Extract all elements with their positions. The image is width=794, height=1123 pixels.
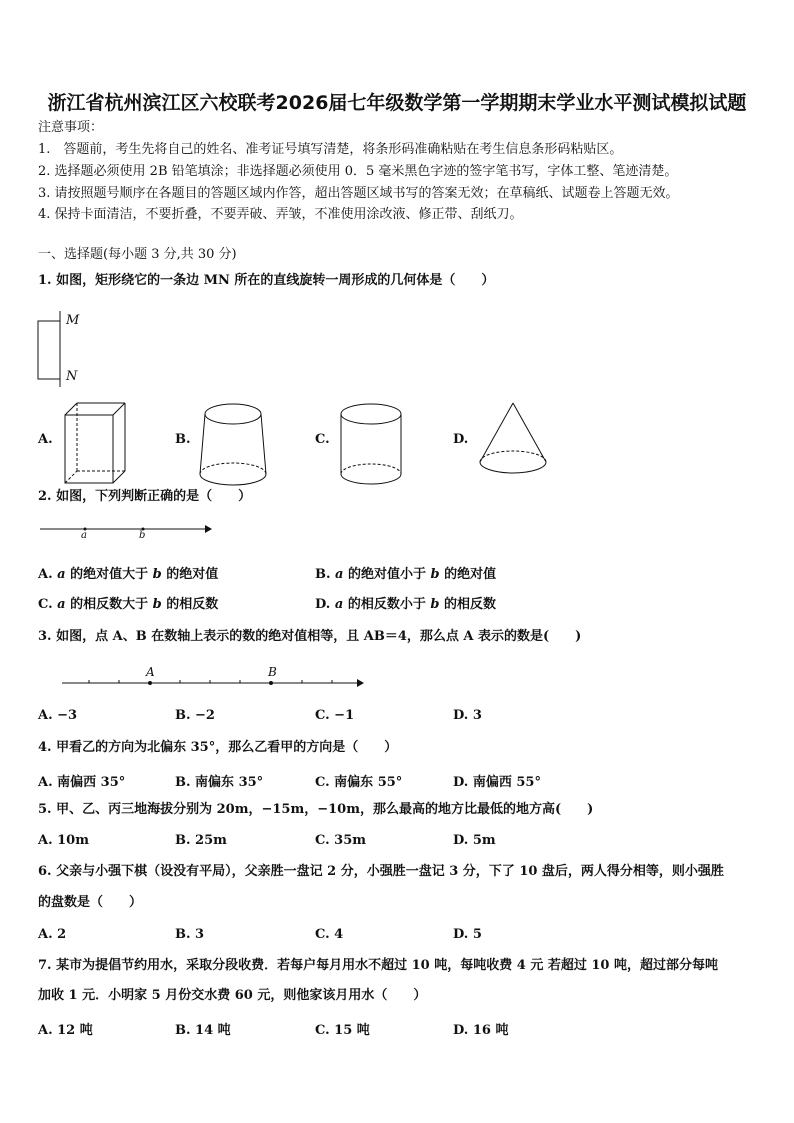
q1-cylinder-icon <box>335 400 415 490</box>
q7-option-b: B. 14 吨 <box>175 1023 231 1038</box>
q5-option-c: C. 35m <box>315 833 367 848</box>
q1-cone-icon <box>475 400 555 490</box>
page-title: 浙江省杭州滨江区六校联考2026届七年级数学第一学期期末学业水平测试模拟试题 <box>47 92 747 114</box>
q7-option-c: C. 15 吨 <box>315 1023 370 1038</box>
q4-option-b: B. 南偏东 35° <box>175 775 264 790</box>
q2-label-b: b <box>139 530 146 541</box>
q2-option-a: A. a 的绝对值大于 b 的绝对值 <box>38 567 219 582</box>
q6-option-c: C. 4 <box>315 927 344 942</box>
q5-option-b: B. 25m <box>175 833 227 848</box>
notice-item-1: 1. 答题前，考生先将自己的姓名、准考证号填写清楚，将条形码准确粘贴在考生信息条形码粘贴区。 <box>38 142 623 157</box>
q2-option-d: D. a 的相反数小于 b 的相反数 <box>315 597 496 612</box>
section-heading: 一、选择题(每小题 3 分,共 30 分) <box>38 247 237 262</box>
q4-stem: 4. 甲看乙的方向为北偏东 35°，那么乙看甲的方向是（ ） <box>38 740 398 755</box>
q1-label-m: M <box>66 313 80 328</box>
q1-option-a: A. <box>38 432 53 447</box>
q1-rectangle-figure <box>30 305 90 385</box>
q1-label-n: N <box>66 369 78 384</box>
q2-number-line <box>40 520 220 540</box>
q6-option-d: D. 5 <box>453 927 482 942</box>
q6-stem-line-1: 6. 父亲与小强下棋（设没有平局），父亲胜一盘记 2 分，小强胜一盘记 3 分，下了 10 盘后，两人得分相等，则小强胜 <box>38 864 724 879</box>
q4-option-d: D. 南偏西 55° <box>453 775 541 790</box>
q2-stem: 2. 如图，下列判断正确的是（ ） <box>38 489 252 504</box>
q5-stem: 5. 甲、乙、丙三地海拔分别为 20m，−15m，−10m，那么最高的地方比最低的地方高( ) <box>38 802 594 817</box>
q3-option-c: C. −1 <box>315 708 355 723</box>
q1-stem: 1. 如图，矩形绕它的一条边 MN 所在的直线旋转一周形成的几何体是（ ） <box>38 273 495 288</box>
q1-cuboid-icon <box>60 400 130 490</box>
q6-option-b: B. 3 <box>175 927 205 942</box>
q6-option-a: A. 2 <box>38 927 67 942</box>
q3-option-d: D. 3 <box>453 708 482 723</box>
q3-option-a: A. −3 <box>38 708 78 723</box>
q1-frustum-icon <box>195 400 275 490</box>
q2-label-a: a <box>81 530 87 541</box>
q5-option-a: A. 10m <box>38 833 89 848</box>
q7-stem-line-1: 7. 某市为提倡节约用水，采取分段收费．若每户每月用水不超过 10 吨，每吨收费 4 元 若超过 10 吨，超过部分每吨 <box>38 958 719 973</box>
q3-label-b: B <box>268 665 277 679</box>
notice-item-3: 3. 请按照题号顺序在各题目的答题区域内作答，超出答题区域书写的答案无效；在草稿纸、试题卷上答题无效。 <box>38 186 679 201</box>
notice-item-2: 2. 选择题必须使用 2B 铅笔填涂；非选择题必须使用 0．5 毫米黑色字迹的签字笔书写，字体工整、笔迹清楚。 <box>38 164 678 179</box>
q7-option-a: A. 12 吨 <box>38 1023 93 1038</box>
q6-stem-line-2: 的盘数是（ ） <box>38 895 143 910</box>
q1-option-b: B. <box>175 432 191 447</box>
q3-option-b: B. −2 <box>175 708 215 723</box>
q2-option-c: C. a 的相反数大于 b 的相反数 <box>38 597 219 612</box>
q7-option-d: D. 16 吨 <box>453 1023 509 1038</box>
q3-number-line <box>62 674 372 694</box>
q3-stem: 3. 如图，点 A、B 在数轴上表示的数的绝对值相等，且 AB＝4，那么点 A 表示的数是( ) <box>38 629 582 644</box>
q1-option-c: C. <box>315 432 330 447</box>
notice-heading: 注意事项： <box>38 120 104 135</box>
q1-option-d: D. <box>453 432 469 447</box>
q4-option-c: C. 南偏东 55° <box>315 775 403 790</box>
q4-option-a: A. 南偏西 35° <box>38 775 126 790</box>
q3-label-a: A <box>146 665 155 679</box>
q7-stem-line-2: 加收 1 元．小明家 5 月份交水费 60 元，则他家该月用水（ ） <box>38 988 427 1003</box>
q5-option-d: D. 5m <box>453 833 496 848</box>
q2-option-b: B. a 的绝对值小于 b 的绝对值 <box>315 567 497 582</box>
notice-item-4: 4. 保持卡面清洁，不要折叠，不要弄破、弄皱，不准使用涂改液、修正带、刮纸刀。 <box>38 207 523 222</box>
